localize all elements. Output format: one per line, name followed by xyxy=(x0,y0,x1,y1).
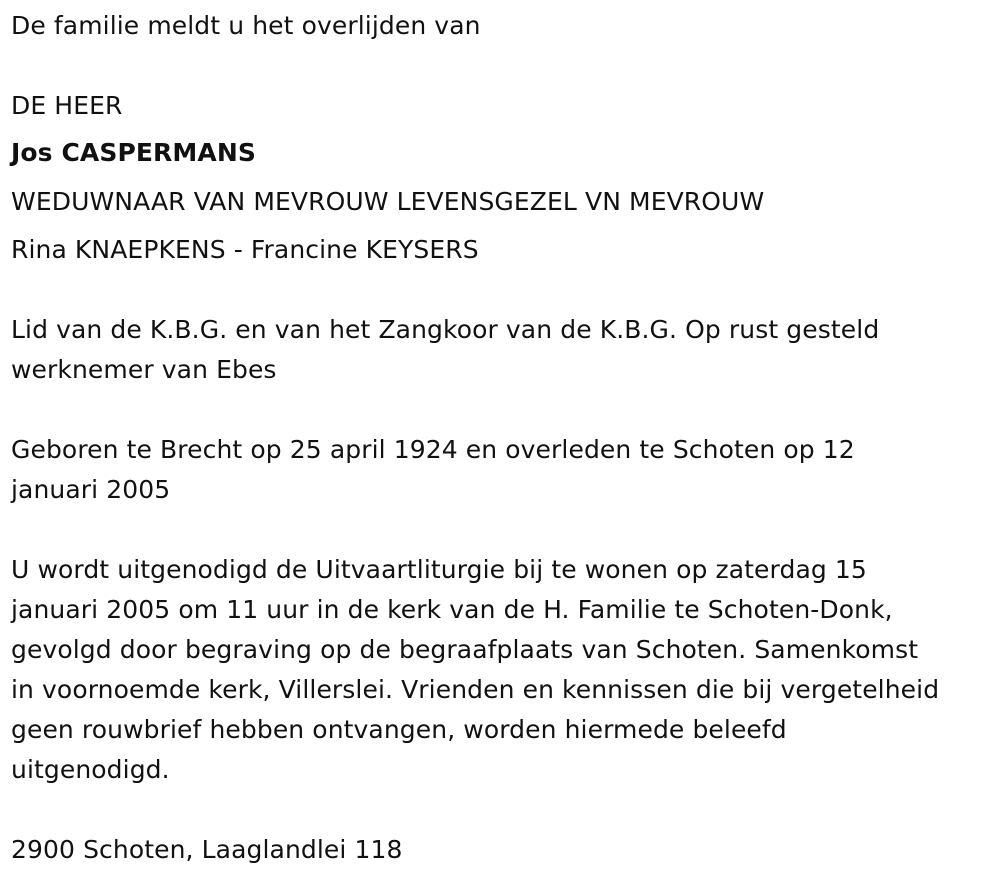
invitation-line-1: U wordt uitgenodigd de Uitvaartliturgie bij te wonen op zaterdag 15 xyxy=(11,555,867,584)
birth-death-line-1: Geboren te Brecht op 25 april 1924 en overleden te Schoten op 12 xyxy=(11,435,855,464)
birth-death-line-2: januari 2005 xyxy=(11,475,171,504)
membership-line-1: Lid van de K.B.G. en van het Zangkoor van de K.B.G. Op rust gesteld xyxy=(11,315,880,344)
relation-line: WEDUWNAAR VAN MEVROUW LEVENSGEZEL VN MEVROUW xyxy=(11,187,765,216)
address-line: 2900 Schoten, Laaglandlei 118 xyxy=(11,835,403,864)
intro-text: De familie meldt u het overlijden van xyxy=(11,11,481,40)
invitation-line-3: gevolgd door begraving op de begraafplaats van Schoten. Samenkomst xyxy=(11,635,919,664)
partners-line: Rina KNAEPKENS - Francine KEYSERS xyxy=(11,235,479,264)
invitation-line-2: januari 2005 om 11 uur in de kerk van de H. Familie te Schoten-Donk, xyxy=(11,595,893,624)
salutation: DE HEER xyxy=(11,91,123,120)
invitation-line-5: geen rouwbrief hebben ontvangen, worden hiermede beleefd xyxy=(11,715,787,744)
membership-line-2: werknemer van Ebes xyxy=(11,355,277,384)
invitation-line-4: in voornoemde kerk, Villerslei. Vrienden en kennissen die bij vergetelheid xyxy=(11,675,940,704)
invitation-line-6: uitgenodigd. xyxy=(11,755,170,784)
deceased-name: Jos CASPERMANS xyxy=(11,138,256,167)
